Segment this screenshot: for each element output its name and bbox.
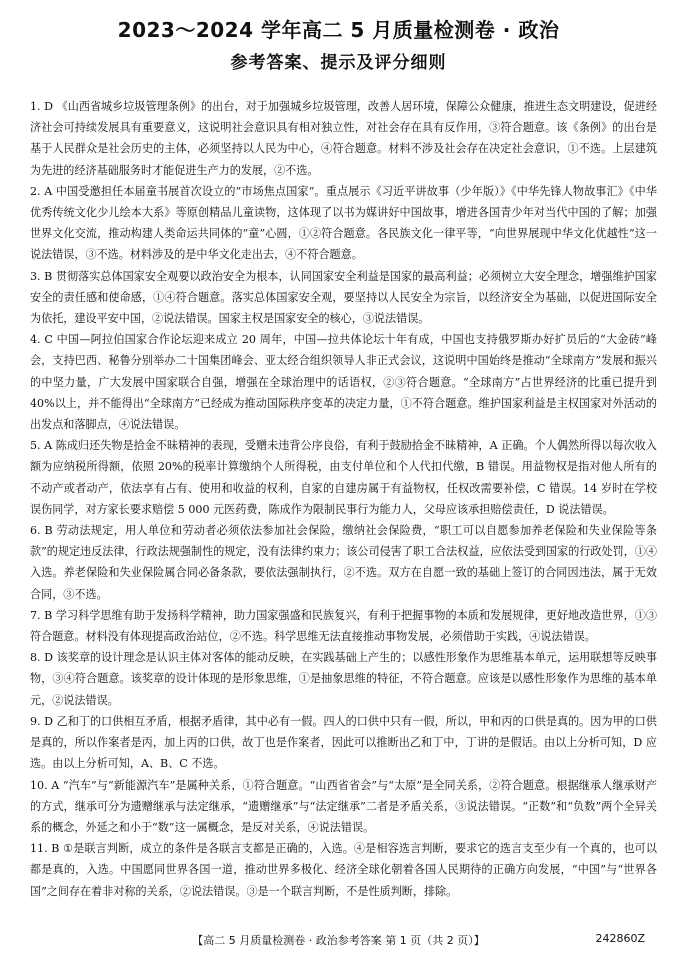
answer-list xyxy=(30,96,657,902)
answer-item-3: 3. B 贯彻落实总体国家安全观要以政治安全为根本，认同国家安全利益是国家的最高利益；必须树立大安全理念，增强维护国家安全的责任感和使命感，①④符合题意。落实总体国家安全观，要坚持以人民安全为宗旨，以经济安全为基础，以促进国际安全为依托，建设平安中国，②说法错误。国家主权是国家安全的核心，③说法错误。 xyxy=(30,269,657,326)
answer-item-11: 11. B ①是联言判断，成立的条件是各联言支都是正确的，入选。④是相容选言判断，要求它的选言支至少有一个真的，也可以都是真的，入选。中国愿同世界各国一道，推动世界多极化、经济全球化朝着各国人民期待的正确方向发展，“中国”与“世界各国”之间存在着非对称的关系，②说法错误。③是一个联言判断，不是性质判断，排除。 xyxy=(30,842,657,898)
answer-item-2: 2. A 中国受邀担任本届童书展首次设立的“市场焦点国家”。重点展示《习近平讲故事（少年版）》《中华先锋人物故事汇》《中华优秀传统文化少儿绘本大系》等原创精品儿童读物，这体现了以书为媒讲好中国故事，增进各国青少年对当代中国的了解；加强世界文化交流，推动构建人类命运共同体的“童”心圆，①②符合题意。各民族文化一律平等，“向世界展现中华文化优越性”这一说法错误，③不选。材料涉及的是中华文化走出去，④不符合题意。 xyxy=(30,184,657,262)
answer-item-10: 10. A “汽车”与“新能源汽车”是属种关系，①符合题意。“山西省省会”与“太原”是全同关系，②符合题意。根据继承人继承财产的方式，继承可分为遗赠继承与法定继承，“遗赠继承”与“法定继承”二者是矛盾关系，③说法错误。“正数”和“负数”两个全异关系的概念，外延之和小于“数”这一属概念，是反对关系，④说法错误。 xyxy=(30,778,657,834)
answer-item-9: 9. D 乙和丁的口供相互矛盾，根据矛盾律，其中必有一假。四人的口供中只有一假，所以，甲和丙的口供是真的。因为甲的口供是真的，所以作案者是丙，加上丙的口供，故丁也是作案者，因此可以推断出乙和丁中，丁讲的是假话。由以上分析可知，D 应选。由以上分析可知，A、B、C 不选。 xyxy=(30,714,657,771)
answer-item-5: 5. A 陈成归还失物是拾金不昧精神的表现，受赠未违背公序良俗，有利于鼓励拾金不昧精神，A 正确。个人偶然所得以每次收入额为应纳税所得额，依照 20%的税率计算缴纳个人所得税，由支付单位和个人代扣代缴，B 错误。用益物权是指对他人所有的不动产或者动产，依法享有占有、使用和收益的权利，自家的自建房属于有益物权，任权改需要补偿，C 错误。14 岁时在学校误伤同学，对方家长要求赔偿 5 000 元医药费，陈成作为限制民事行为能力人，父母应该承担赔偿责任，D 说法错误。 xyxy=(30,439,657,516)
answer-item-7: 7. B 学习科学思维有助于发扬科学精神，助力国家强盛和民族复兴，有利于把握事物的本质和发展规律，更好地改造世界，①③符合题意。材料没有体现提高政治站位，②不选。科学思维无法直接推动事物发展，必须借助于实践，④说法错误。 xyxy=(30,608,657,644)
answer-item-4: 4. C 中国—阿拉伯国家合作论坛迎来成立 20 周年，中国—拉共体论坛十年有成，中国也支持俄罗斯办好扩员后的“大金砖”峰会，支持巴西、秘鲁分别举办二十国集团峰会、亚太经合组织领导人非正式会议，这说明中国始终是推动“全球南方”发展和振兴的中坚力量，广大发展中国家联合自强，增强在全球治理中的话语权，②③符合题意。“全球南方”占世界经济的比重已提升到 40%以上，并不能得出“全球南方”已经成为推动国际秩序变革的决定力量，①不符合题意。维护国家利益是主权国家对外活动的出发点和落脚点，④说法错误。 xyxy=(30,333,657,432)
footer-page-info: 【高二 5 月质量检测卷 · 政治参考答案 第 1 页（共 2 页）】 xyxy=(192,934,485,947)
footer-doc-code: 242860Z xyxy=(595,932,645,945)
page-title: 2023～2024 学年高二 5 月质量检测卷 · 政治 xyxy=(117,18,560,42)
answer-item-1: 1. D 《山西省城乡垃圾管理条例》的出台，对于加强城乡垃圾管理，改善人居环境，保障公众健康，推进生态文明建设，促进经济社会可持续发展具有重要意义，这说明社会意识具有相对独立性，对社会存在具有反作用，③符合题意。该《条例》的出台是基于人民群众是社会历史的主体，必须坚持以人民为中心，④符合题意。材料不涉及社会存在决定社会意识，①不选。上层建筑为先进的经济基础服务时才能促进生产力的发展，②不选。 xyxy=(30,100,657,177)
answer-item-8: 8. D 该奖章的设计理念是认识主体对客体的能动反映，在实践基础上产生的；以感性形象作为思维基本单元，运用联想等反映事物，③④符合题意。该奖章的设计体现的是形象思维，①是抽象思维的特征，不符合题意。应该是以感性形象作为思维的基本单元，②说法错误。 xyxy=(30,651,657,707)
page-subtitle: 参考答案、提示及评分细则 xyxy=(230,53,447,73)
answer-item-6: 6. B 劳动法规定，用人单位和劳动者必须依法参加社会保险，缴纳社会保险费，“职工可以自愿参加养老保险和失业保险等条款”的规定违反法律，行政法规强制性的规定，没有法律约束力；该公司侵害了职工合法权益，应依法受到国家的行政处罚，①④入选。养老保险和失业保险属合同必备条款，要依法强制执行，②不选。双方在自愿一致的基础上签订的合同因违法，属于无效合同，③不选。 xyxy=(30,524,657,601)
